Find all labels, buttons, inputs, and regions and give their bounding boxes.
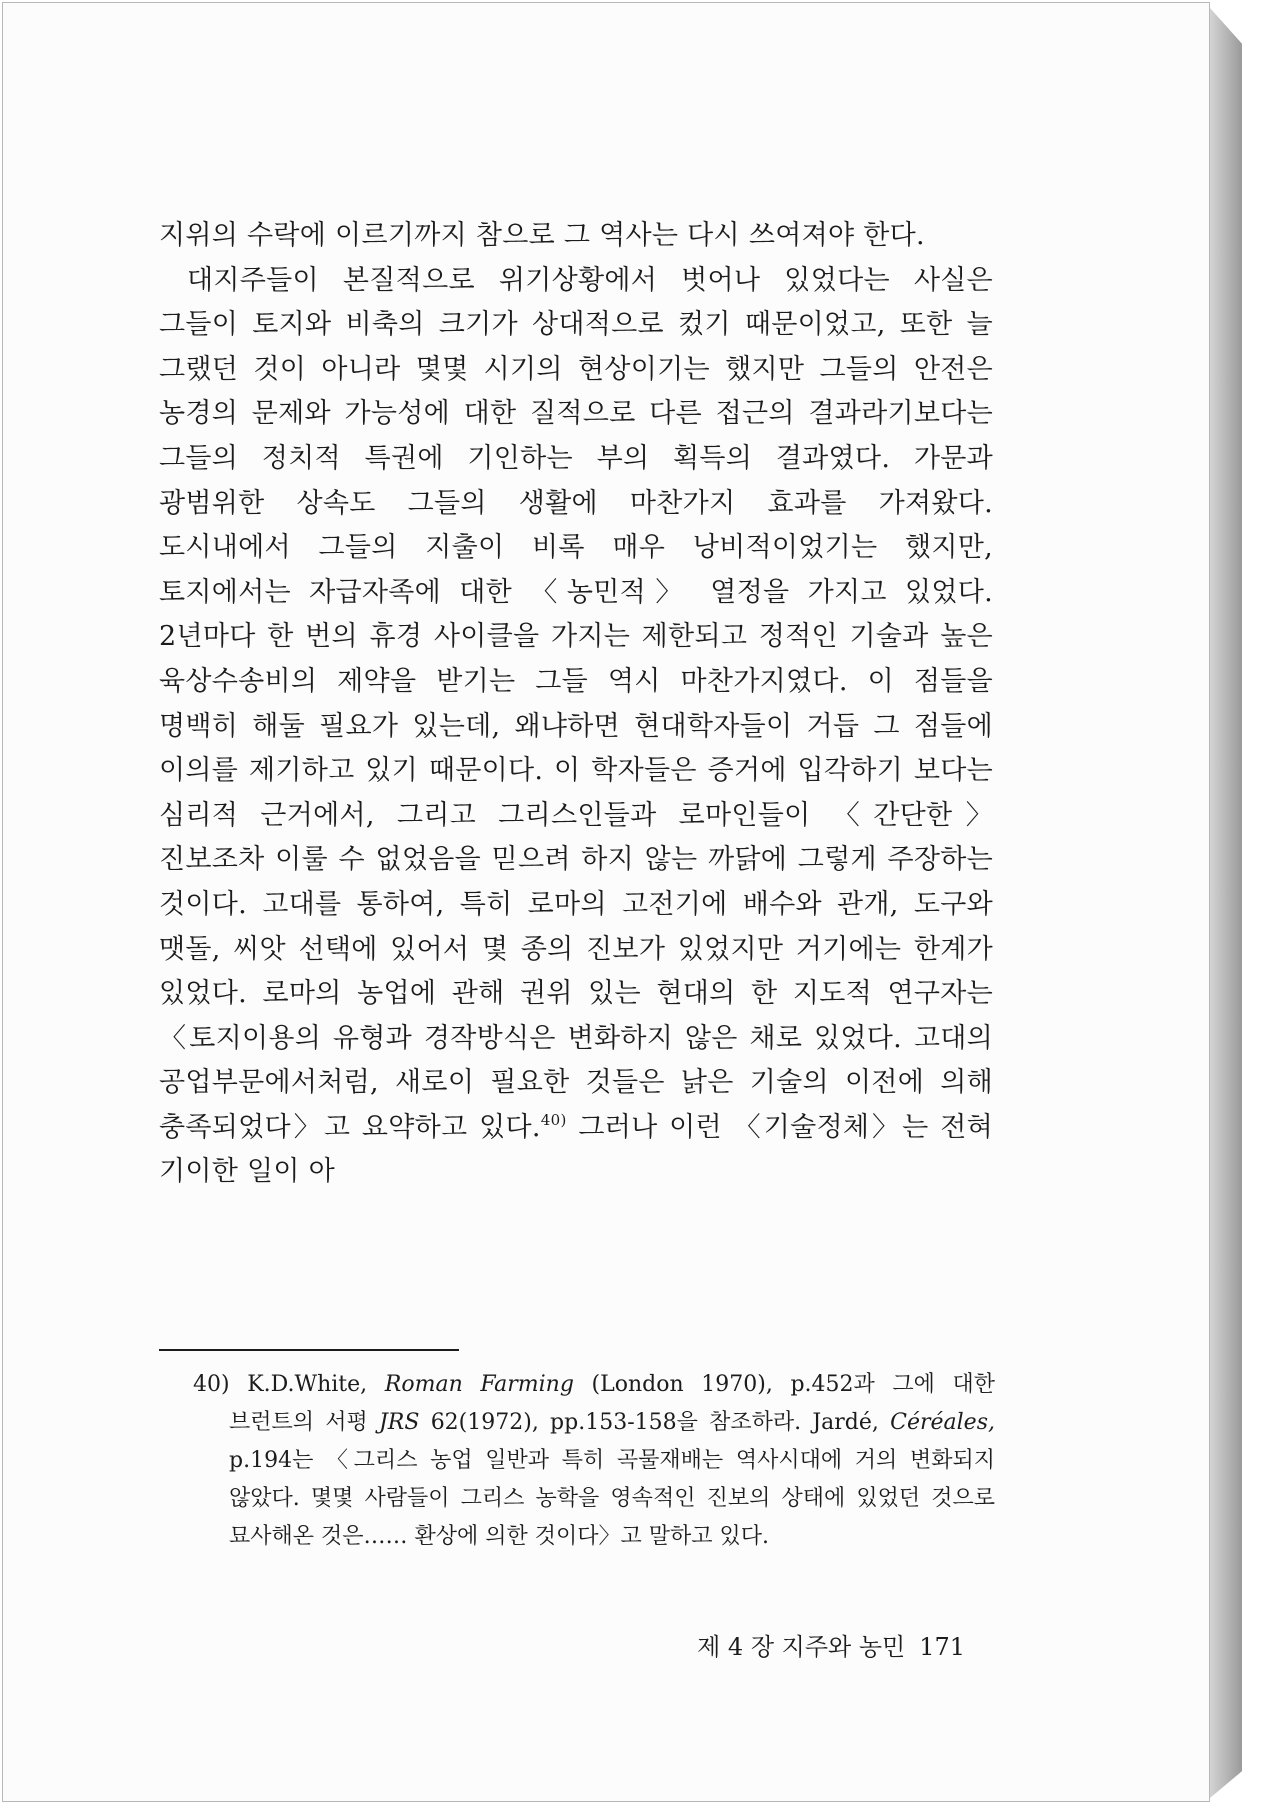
running-footer: [697, 1627, 965, 1662]
footnote-book-title: Roman Farming: [384, 1372, 574, 1397]
book-page: [2, 2, 1210, 1802]
paragraph-main-text: 대지주들이 본질적으로 위기상황에서 벗어나 있었다는 사실은 그들이 토지와 비축의 크기가 상대적으로 컸기 때문이었고, 또한 늘 그랬던 것이 아니라 몇몇 시기의 현상이기는 했지만 그들의 안전은 농경의 문제와 가능성에 대한 질적으로 다른 접근의 결과라기보다는 그들의 정치적 특권에 기인하는 부의 획득의 결과였다. 가문과 광범위한 상속도 그들의 생활에 마찬가지 효과를 가져왔다. 도시내에서 그들의 지출이 비록 매우 낭비적이었기는 했지만, 토지에서는 자급자족에 대한 〈농민적〉 열정을 가지고 있었다. 2년마다 한 번의 휴경 사이클을 가지는 제한되고 정적인 기술과 높은 육상수송비의 제약을 받기는 그들 역시 마찬가지였다. 이 점들을 명백히 해둘 필요가 있는데, 왜냐하면 현대학자들이 거듭 그 점들에 이의를 제기하고 있기 때문이다. 이 학자들은 증거에 입각하기 보다는 심리적 근거에서, 그리고 그리스인들과 로마인들이 〈간단한〉 진보조차 이룰 수 없었음을 믿으려 하지 않는 까닭에 그렇게 주장하는 것이다. 고대를 통하여, 특히 로마의 고전기에 배수와 관개, 도구와 맷돌, 씨앗 선택에 있어서 몇 종의 진보가 있었지만 거기에는 한계가 있었다. 로마의 농업에 관해 권위 있는 현대의 한 지도적 연구자는 〈토지이용의 유형과 경작방식은 변화하지 않은 채로 있었다. 고대의 공업부문에서처럼, 새로이 필요한 것들은 낡은 기술의 이전에 의해 충족되었다〉고 요약하고 있다.: [159, 264, 993, 1143]
page-edge-shadow: [1210, 8, 1242, 1798]
page-number: 171: [919, 1633, 965, 1661]
footnote-number: 40): [193, 1372, 230, 1397]
footnote-journal: JRS: [378, 1410, 420, 1435]
footnote-text: [193, 1366, 995, 1556]
paragraph-continuation: 그러나 이런 〈기술정체〉는 전혀 기이한 일이 아: [159, 1111, 994, 1188]
footnote-work-title: Céréales,: [890, 1410, 995, 1435]
footnote-part-2: 62(1972), pp.153-158을 참조하라. Jardé,: [430, 1410, 879, 1435]
footnote-reference: 40): [540, 1110, 567, 1129]
footnote-part-1: (London 1970), p.452과 그에 대한 브런트의 서평: [229, 1372, 996, 1435]
paragraph-continued: 지위의 수락에 이르기까지 참으로 그 역사는 다시 쓰여져야 한다.: [159, 220, 925, 251]
main-text: [159, 214, 993, 1195]
chapter-title: 제 4 장 지주와 농민: [697, 1633, 906, 1661]
footnote-author: K.D.White,: [247, 1372, 368, 1397]
paragraph-main: [159, 259, 993, 1195]
footnote-divider: [159, 1349, 459, 1351]
footnote-40: [193, 1366, 995, 1556]
footnote-part-3: p.194는 〈그리스 농업 일반과 특히 곡물재배는 역사시대에 거의 변화되지 않았다. 몇몇 사람들이 그리스 농학을 영속적인 진보의 상태에 있었던 것으로 묘사해온 것은…… 환상에 의한 것이다〉고 말하고 있다.: [229, 1448, 995, 1549]
